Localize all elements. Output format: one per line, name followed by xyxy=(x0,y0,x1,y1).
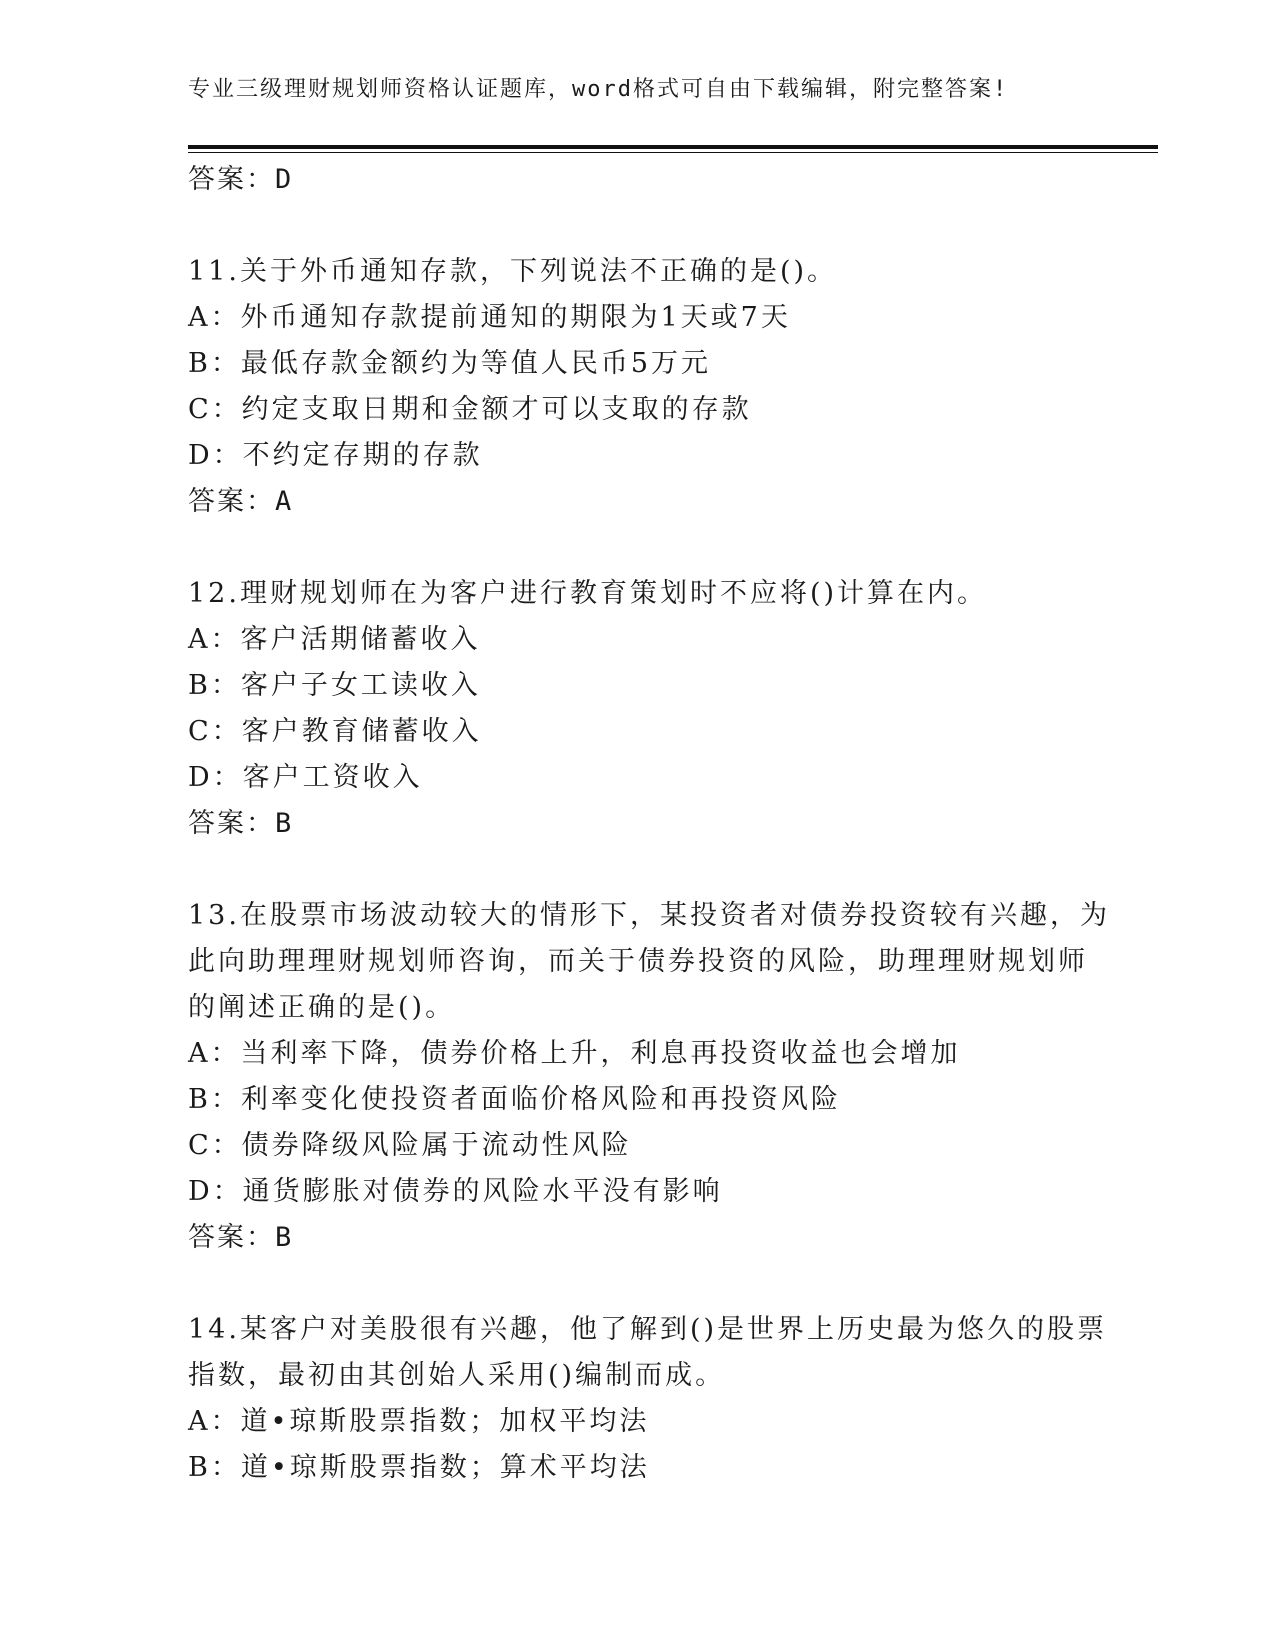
question-block xyxy=(188,249,1088,525)
question-spacer xyxy=(188,1261,1088,1307)
question-stem-line: 指数，最初由其创始人采用()编制而成。 xyxy=(188,1360,726,1391)
page-header: 专业三级理财规划师资格认证题库，word格式可自由下载编辑，附完整答案! xyxy=(188,77,1009,102)
answer-option: D：不约定存期的存款 xyxy=(188,440,483,471)
answer-option: B：最低存款金额约为等值人民币5万元 xyxy=(188,348,712,379)
answer-option: A：当利率下降，债券价格上升，利息再投资收益也会增加 xyxy=(188,1038,961,1069)
answer-option: C：债券降级风险属于流动性风险 xyxy=(188,1130,632,1161)
answer-line: 答案：B xyxy=(188,1222,294,1253)
question-stem-line: 此向助理理财规划师咨询，而关于债券投资的风险，助理理财规划师 xyxy=(188,946,1088,977)
answer-option: C：约定支取日期和金额才可以支取的存款 xyxy=(188,394,752,425)
header-rule-thick xyxy=(188,145,1158,149)
question-stem-line: 14.某客户对美股很有兴趣，他了解到()是世界上历史最为悠久的股票 xyxy=(188,1314,1108,1345)
question-stem-line: 13.在股票市场波动较大的情形下，某投资者对债券投资较有兴趣，为 xyxy=(188,900,1110,931)
answer-line: 答案：D xyxy=(188,164,294,195)
answer-line: 答案：A xyxy=(188,486,294,517)
answer-option: B：客户子女工读收入 xyxy=(188,670,481,701)
question-stem-line: 11.关于外币通知存款，下列说法不正确的是()。 xyxy=(188,256,838,287)
question-spacer xyxy=(188,203,1088,249)
question-stem-line: 12.理财规划师在为客户进行教育策划时不应将()计算在内。 xyxy=(188,578,988,609)
question-content xyxy=(188,157,1110,1491)
answer-option: A：客户活期储蓄收入 xyxy=(188,624,481,655)
header-rule-thin xyxy=(188,152,1158,153)
answer-line: 答案：B xyxy=(188,808,294,839)
question-spacer xyxy=(188,525,1088,571)
question-block xyxy=(188,571,1088,847)
question-block xyxy=(188,1307,1108,1491)
question-list xyxy=(188,203,1110,1491)
answer-option: B：道•琼斯股票指数；算术平均法 xyxy=(188,1452,650,1483)
question-stem-line: 的阐述正确的是()。 xyxy=(188,992,456,1023)
answer-option: C：客户教育储蓄收入 xyxy=(188,716,482,747)
answer-option: D：通货膨胀对债券的风险水平没有影响 xyxy=(188,1176,723,1207)
answer-option: A：外币通知存款提前通知的期限为1天或7天 xyxy=(188,302,791,333)
answer-option: A：道•琼斯股票指数；加权平均法 xyxy=(188,1406,650,1437)
answer-option: D：客户工资收入 xyxy=(188,762,423,793)
question-block xyxy=(188,893,1110,1261)
answer-option: B：利率变化使投资者面临价格风险和再投资风险 xyxy=(188,1084,841,1115)
question-spacer xyxy=(188,847,1088,893)
